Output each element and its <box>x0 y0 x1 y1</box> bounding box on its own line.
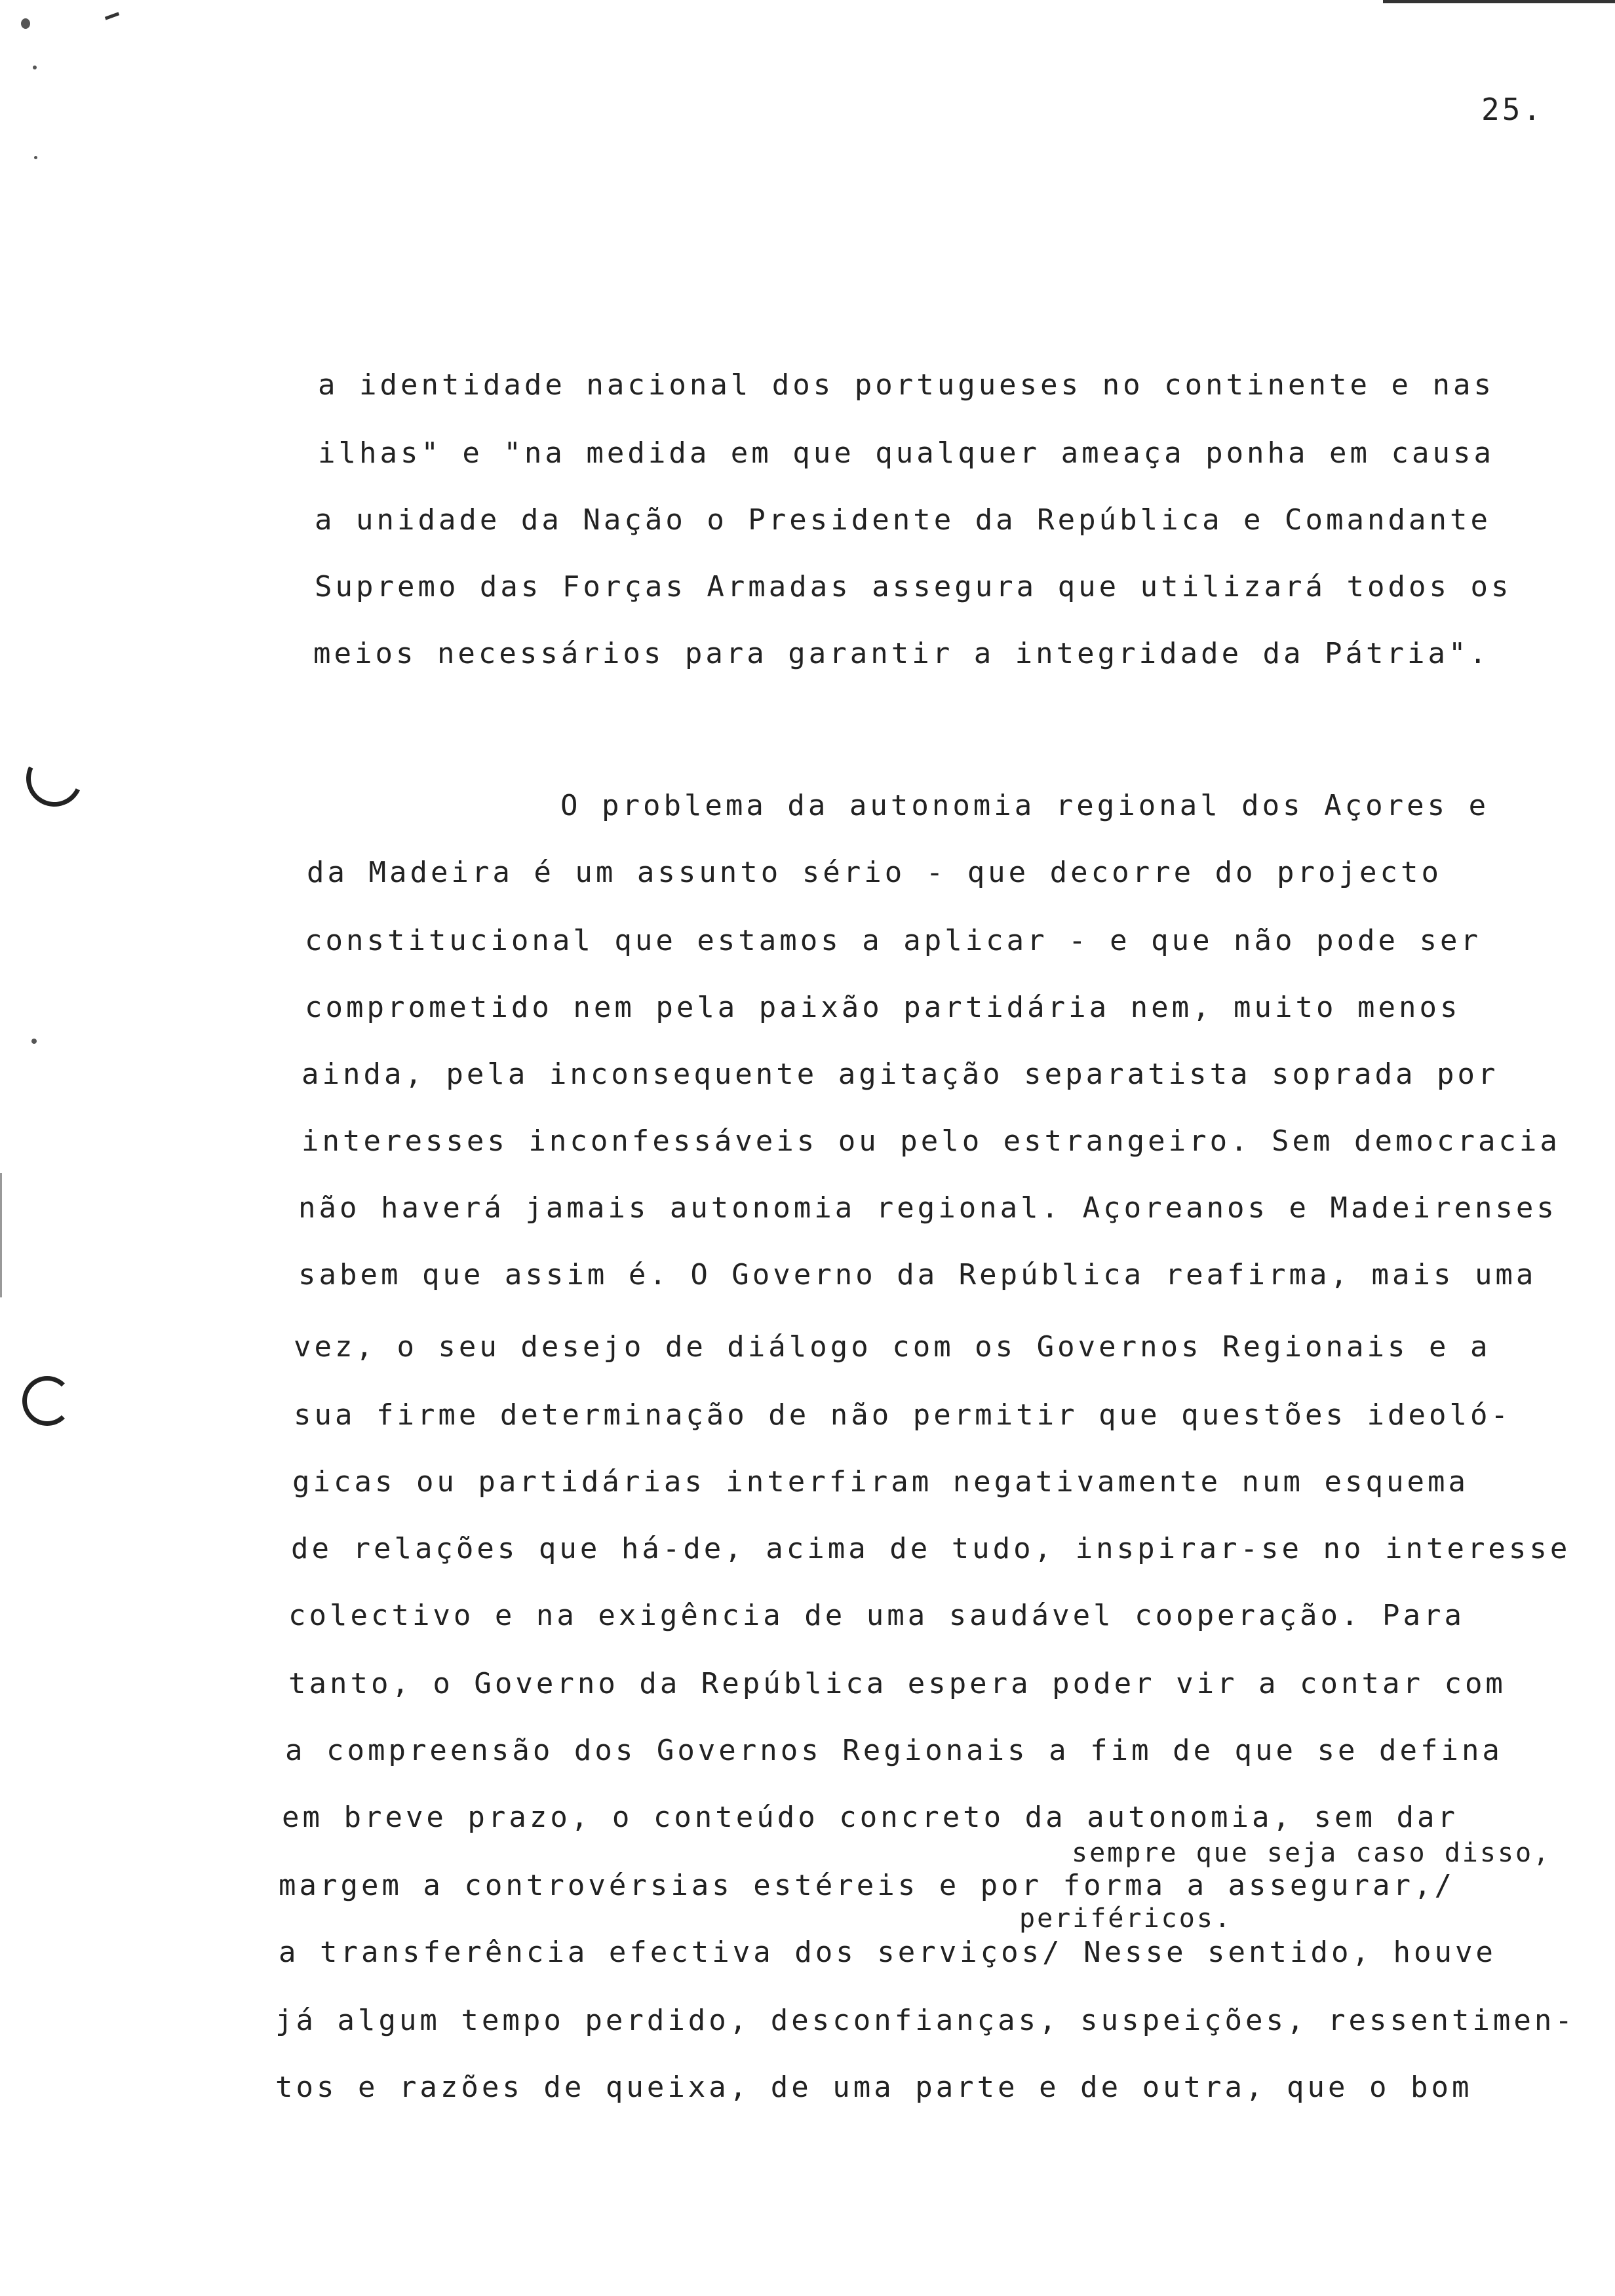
scan-mark <box>105 12 119 20</box>
text-line: comprometido nem pela paixão partidária nem, muito menos <box>305 991 1461 1024</box>
text-line: em breve prazo, o conteúdo concreto da autonomia, sem dar <box>282 1801 1458 1834</box>
text-line: interesses inconfessáveis ou pelo estrangeiro. Sem democracia <box>302 1124 1561 1158</box>
text-line: a identidade nacional dos portugueses no continente e nas <box>318 368 1494 402</box>
scan-mark <box>31 1039 37 1044</box>
text-line: da Madeira é um assunto sério - que decorre do projecto <box>307 856 1442 889</box>
text-line: tanto, o Governo da República espera poder vir a contar com <box>288 1667 1506 1700</box>
text-line: sua firme determinação de não permitir que questões ideoló- <box>294 1398 1511 1432</box>
text-line: margem a controvérsias estéreis e por forma a assegurar,/ <box>279 1869 1455 1902</box>
text-line: a transferência efectiva dos serviços/ Nesse sentido, houve <box>279 1936 1496 1969</box>
scan-line <box>1383 0 1615 3</box>
page-number: 25. <box>1481 92 1544 127</box>
text-line: não haverá jamais autonomia regional. Açoreanos e Madeirenses <box>298 1191 1557 1225</box>
scan-mark <box>21 18 30 29</box>
text-line: constitucional que estamos a aplicar - e que não pode ser <box>305 924 1481 957</box>
text-line: a compreensão dos Governos Regionais a fim de que se defina <box>285 1734 1503 1767</box>
text-line: ilhas" e "na medida em que qualquer ameaça ponha em causa <box>318 436 1494 470</box>
text-line: O problema da autonomia regional dos Açores e <box>560 789 1490 822</box>
text-line: a unidade da Nação o Presidente da República e Comandante <box>315 503 1491 537</box>
text-line: gicas ou partidárias interfiram negativamente num esquema <box>292 1465 1469 1499</box>
punch-hole-mark <box>22 1376 72 1426</box>
text-line: Supremo das Forças Armadas assegura que utilizará todos os <box>315 570 1512 603</box>
text-line: sabem que assim é. O Governo da República reafirma, mais uma <box>298 1258 1537 1292</box>
text-line: de relações que há-de, acima de tudo, inspirar-se no interesse <box>291 1532 1571 1565</box>
handwritten-insert: periféricos. <box>1019 1904 1232 1934</box>
text-line: ainda, pela inconsequente agitação separatista soprada por <box>302 1058 1499 1091</box>
text-line: vez, o seu desejo de diálogo com os Governos Regionais e a <box>294 1330 1491 1364</box>
punch-hole-mark <box>18 742 90 814</box>
text-line: tos e razões de queixa, de uma parte e de outra, que o bom <box>275 2071 1473 2104</box>
text-line: meios necessários para garantir a integridade da Pátria". <box>313 637 1490 670</box>
scan-mark <box>0 1173 2 1297</box>
handwritten-insert: sempre que seja caso disso, <box>1072 1838 1551 1868</box>
text-line: colectivo e na exigência de uma saudável cooperação. Para <box>288 1599 1465 1632</box>
scan-mark <box>33 66 37 69</box>
text-line: já algum tempo perdido, desconfianças, suspeições, ressentimen- <box>275 2004 1576 2037</box>
scan-mark <box>34 156 37 159</box>
